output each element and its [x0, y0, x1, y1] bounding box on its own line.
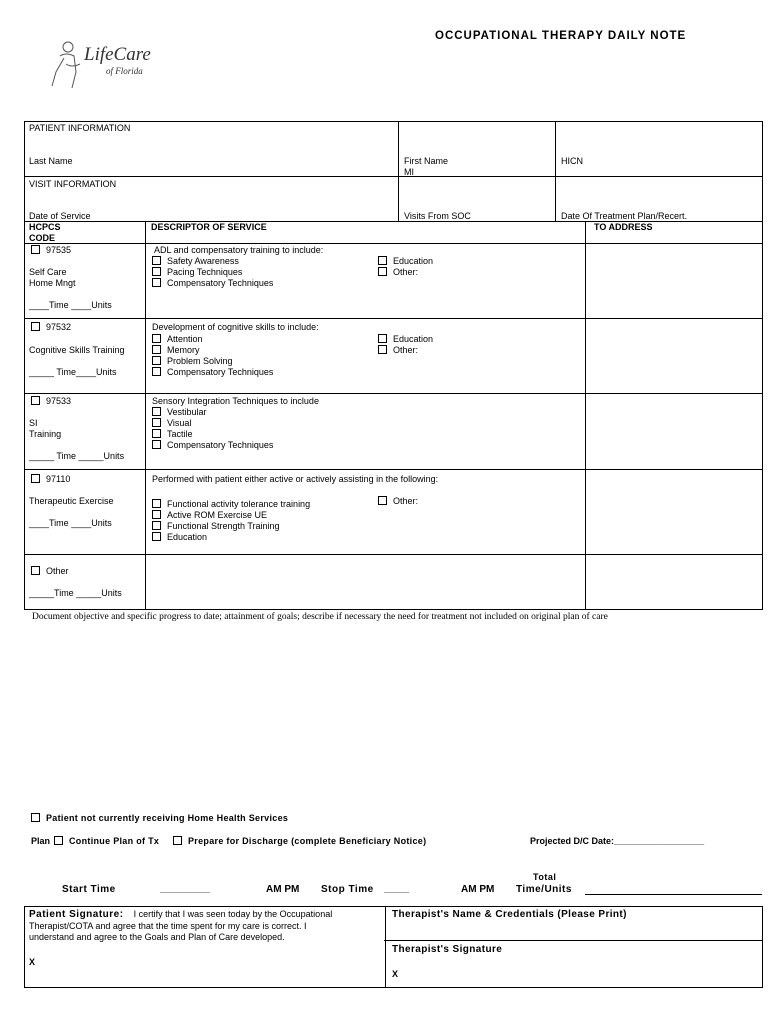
- checkbox-icon[interactable]: [152, 440, 161, 449]
- projected-dc-date[interactable]: Projected D/C Date:__________________: [530, 836, 705, 846]
- compensatory-techniques-option[interactable]: Compensatory Techniques: [152, 278, 273, 289]
- checkbox-icon[interactable]: [152, 418, 161, 427]
- checkbox-icon[interactable]: [152, 278, 161, 287]
- checkbox-icon[interactable]: [152, 429, 161, 438]
- row3-label: SI: [29, 418, 38, 428]
- mi-field[interactable]: MI: [404, 167, 414, 177]
- functional-activity-option[interactable]: Functional activity tolerance training: [152, 499, 310, 510]
- patient-signature-text-2: Therapist/COTA and agree that the time spent for my care is correct. I: [29, 921, 307, 931]
- checkbox-icon[interactable]: [378, 267, 387, 276]
- continue-plan-option[interactable]: Continue Plan of Tx: [54, 836, 159, 847]
- checkbox-icon[interactable]: [31, 566, 40, 575]
- code-other[interactable]: Other: [31, 566, 69, 577]
- to-address-header: TO ADDRESS: [594, 222, 653, 232]
- visits-from-soc-field[interactable]: Visits From SOC: [404, 211, 471, 221]
- visual-option[interactable]: Visual: [152, 418, 191, 429]
- safety-awareness-option[interactable]: Safety Awareness: [152, 256, 239, 267]
- start-time-field[interactable]: __________: [160, 884, 211, 894]
- therapist-sign-x[interactable]: X: [392, 969, 399, 979]
- total-label: Total: [533, 872, 557, 882]
- patient-info-heading: PATIENT INFORMATION: [29, 123, 131, 133]
- checkbox-icon[interactable]: [54, 836, 63, 845]
- row3-time[interactable]: _____ Time _____Units: [29, 451, 125, 461]
- logo-subtitle: of Florida: [106, 66, 143, 76]
- checkbox-icon[interactable]: [152, 367, 161, 376]
- patient-signature-text-3: understand and agree to the Goals and Plan of Care developed.: [29, 932, 285, 942]
- checkbox-icon[interactable]: [152, 521, 161, 530]
- active-rom-option[interactable]: Active ROM Exercise UE: [152, 510, 267, 521]
- stop-time-label: Stop Time: [321, 884, 374, 895]
- row4-intro: Performed with patient either active or actively assisting in the following:: [152, 474, 439, 484]
- tactile-option[interactable]: Tactile: [152, 429, 193, 440]
- row2-intro: Development of cognitive skills to include:: [152, 322, 319, 332]
- education-option[interactable]: Education: [152, 532, 207, 543]
- checkbox-icon[interactable]: [152, 510, 161, 519]
- start-time-label: Start Time: [62, 884, 116, 895]
- memory-option[interactable]: Memory: [152, 345, 200, 356]
- patient-signature-label: Patient Signature: I certify that I was seen today by the Occupational: [29, 909, 333, 920]
- checkbox-icon[interactable]: [31, 245, 40, 254]
- time-units-field[interactable]: [585, 894, 762, 895]
- row4-time[interactable]: ____Time ____Units: [29, 518, 112, 528]
- therapist-name-label: Therapist's Name & Credentials (Please Print): [392, 909, 627, 920]
- checkbox-icon[interactable]: [152, 256, 161, 265]
- page-title: OCCUPATIONAL THERAPY DAILY NOTE: [435, 30, 687, 42]
- checkbox-icon[interactable]: [31, 813, 40, 822]
- not-receiving-option[interactable]: Patient not currently receiving Home Health Services: [31, 813, 288, 824]
- logo: [46, 38, 166, 90]
- vestibular-option[interactable]: Vestibular: [152, 407, 207, 418]
- date-of-treatment-field[interactable]: Date Of Treatment Plan/Recert.: [561, 211, 688, 221]
- stop-ampm[interactable]: AM PM: [461, 884, 495, 895]
- first-name-field[interactable]: First Name: [404, 156, 449, 166]
- row2-label: Cognitive Skills Training: [29, 345, 125, 355]
- problem-solving-option[interactable]: Problem Solving: [152, 356, 233, 367]
- code-97110[interactable]: 97110: [31, 474, 70, 485]
- checkbox-icon[interactable]: [152, 499, 161, 508]
- compensatory-techniques-option[interactable]: Compensatory Techniques: [152, 367, 273, 378]
- row4-label: Therapeutic Exercise: [29, 496, 114, 506]
- row1-label-2: Home Mngt: [29, 278, 76, 288]
- time-units-label: Time/Units: [516, 884, 572, 895]
- checkbox-icon[interactable]: [152, 532, 161, 541]
- checkbox-icon[interactable]: [152, 267, 161, 276]
- logo-figure-icon: [46, 38, 86, 90]
- patient-sign-x[interactable]: X: [29, 957, 36, 967]
- logo-name: LifeCare: [84, 44, 151, 65]
- hcpcs-header: HCPCS: [29, 222, 61, 232]
- stop-time-field[interactable]: _____: [384, 884, 410, 894]
- therapist-signature-label: Therapist's Signature: [392, 944, 503, 955]
- code-97533[interactable]: 97533: [31, 396, 71, 407]
- checkbox-icon[interactable]: [152, 356, 161, 365]
- plan-label: Plan: [31, 836, 51, 846]
- other-option[interactable]: Other:: [378, 496, 418, 507]
- checkbox-icon[interactable]: [378, 345, 387, 354]
- start-ampm[interactable]: AM PM: [266, 884, 300, 895]
- row2-time[interactable]: _____ Time____Units: [29, 367, 117, 377]
- descriptor-header: DESCRIPTOR OF SERVICE: [151, 222, 267, 232]
- row3-intro: Sensory Integration Techniques to include: [152, 396, 319, 406]
- education-option[interactable]: Education: [378, 256, 433, 267]
- row1-intro: ADL and compensatory training to include:: [154, 245, 324, 255]
- code-97532[interactable]: 97532: [31, 322, 71, 333]
- code-97535[interactable]: 97535: [31, 245, 71, 256]
- other-option[interactable]: Other:: [378, 345, 418, 356]
- row5-time[interactable]: _____Time _____Units: [29, 588, 122, 598]
- hicn-field[interactable]: HICN: [561, 156, 583, 166]
- prepare-discharge-option[interactable]: Prepare for Discharge (complete Beneficiary Notice): [173, 836, 426, 847]
- pacing-techniques-option[interactable]: Pacing Techniques: [152, 267, 242, 278]
- functional-strength-option[interactable]: Functional Strength Training: [152, 521, 280, 532]
- checkbox-icon[interactable]: [31, 322, 40, 331]
- row3-label-2: Training: [29, 429, 62, 439]
- row1-time[interactable]: ____Time ____Units: [29, 300, 112, 310]
- checkbox-icon[interactable]: [378, 496, 387, 505]
- checkbox-icon[interactable]: [378, 256, 387, 265]
- checkbox-icon[interactable]: [152, 334, 161, 343]
- row1-label: Self Care: [29, 267, 67, 277]
- compensatory-techniques-option[interactable]: Compensatory Techniques: [152, 440, 273, 451]
- attention-option[interactable]: Attention: [152, 334, 203, 345]
- education-option[interactable]: Education: [378, 334, 433, 345]
- document-note: Document objective and specific progress to date; attainment of goals; describe if necessary the need for treatment not included on original plan of care: [32, 612, 608, 622]
- checkbox-icon[interactable]: [31, 396, 40, 405]
- date-of-service-field[interactable]: Date of Service: [29, 211, 91, 221]
- last-name-field[interactable]: Last Name: [29, 156, 73, 166]
- checkbox-icon[interactable]: [378, 334, 387, 343]
- code-header: CODE: [29, 233, 56, 243]
- checkbox-icon[interactable]: [173, 836, 182, 845]
- visit-info-heading: VISIT INFORMATION: [29, 179, 117, 189]
- other-option[interactable]: Other:: [378, 267, 418, 278]
- checkbox-icon[interactable]: [31, 474, 40, 483]
- checkbox-icon[interactable]: [152, 345, 161, 354]
- checkbox-icon[interactable]: [152, 407, 161, 416]
